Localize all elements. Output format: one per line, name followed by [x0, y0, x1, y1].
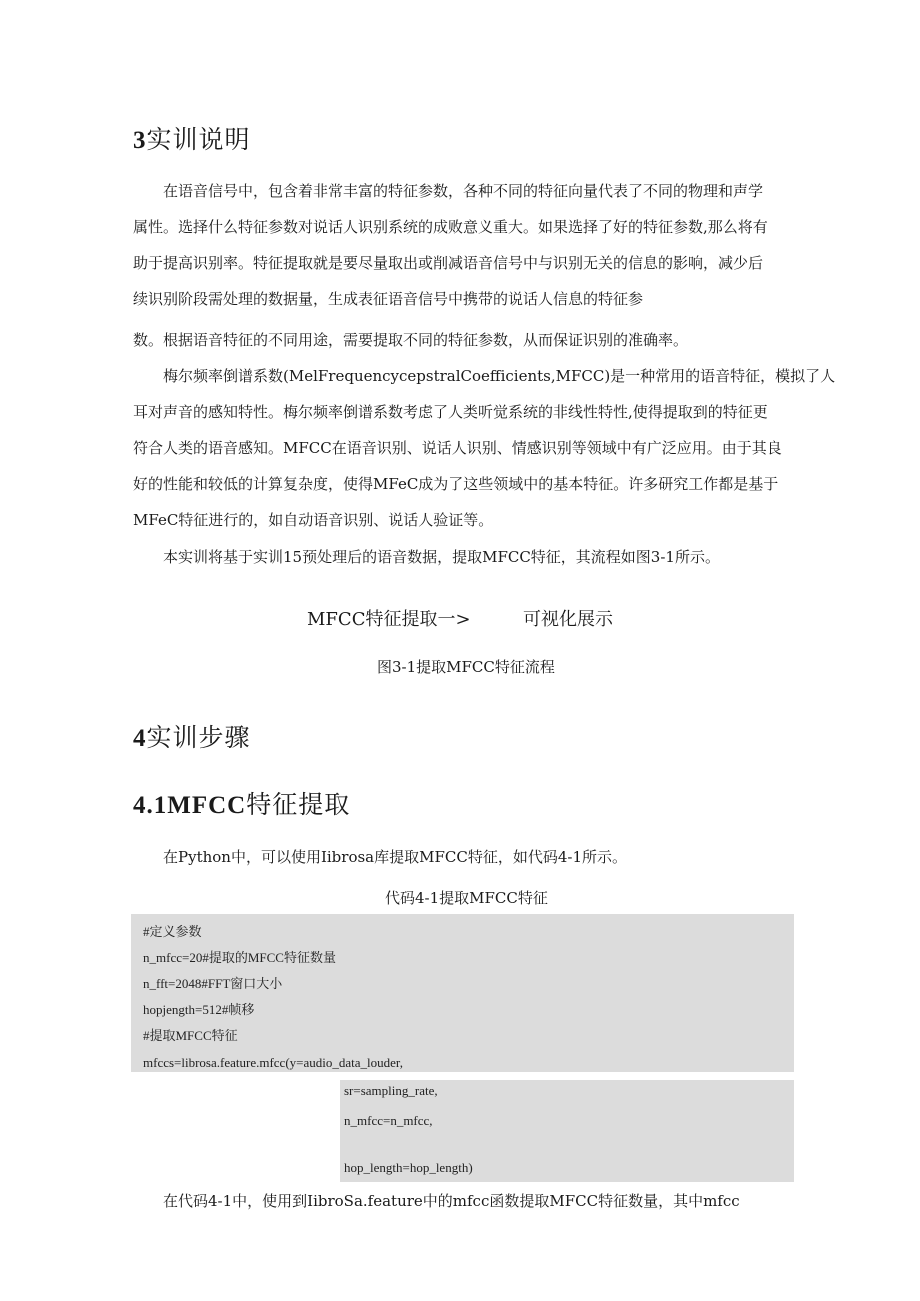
- code-caption: 代码4-1提取MFCC特征: [385, 889, 548, 907]
- code-cont-line-3: hop_length=hop_length): [344, 1160, 473, 1175]
- para1-line-3: 助于提高识别率。特征提取就是要尽量取出或削减语音信号中与识别无关的信息的影响，减少后: [133, 254, 764, 272]
- figure-caption: 图3-1提取MFCC特征流程: [377, 658, 555, 676]
- flow-step-visualization: 可视化展示: [523, 609, 613, 630]
- code-block: [131, 914, 794, 1072]
- code-line-1: #定义参数: [143, 924, 202, 939]
- section-4-1-intro: 在Python中，可以使用Iibrosa库提取MFCC特征，如代码4-1所示。: [163, 848, 627, 866]
- para3: 本实训将基于实训15预处理后的语音数据，提取MFCC特征，其流程如图3-1所示。: [163, 548, 720, 566]
- code-cont-line-1: sr=sampling_rate,: [344, 1083, 438, 1098]
- para1-line-4: 续识别阶段需处理的数据量，生成表征语音信号中携带的说话人信息的特征参: [133, 290, 644, 308]
- code-line-3: n_fft=2048#FFT窗口大小: [143, 976, 283, 991]
- code-line-6: mfccs=librosa.feature.mfcc(y=audio_data_louder,: [143, 1055, 403, 1070]
- code-line-4: hopjength=512#帧移: [143, 1002, 255, 1017]
- para2-line-5: MFeC特征进行的，如自动语音识别、说话人验证等。: [133, 511, 494, 529]
- para1-line-2: 属性。选择什么特征参数对说话人识别系统的成败意义重大。如果选择了好的特征参数,那么将有: [133, 218, 768, 236]
- code-cont-line-2: n_mfcc=n_mfcc,: [344, 1113, 433, 1128]
- para1-line-1: 在语音信号中，包含着非常丰富的特征参数，各种不同的特征向量代表了不同的物理和声学: [163, 182, 764, 200]
- code-line-2: n_mfcc=20#提取的MFCC特征数量: [143, 950, 336, 965]
- after-code-text: 在代码4-1中，使用到IibroSa.feature中的mfcc函数提取MFCC特征数量，其中mfcc: [163, 1192, 740, 1210]
- code-line-5: #提取MFCC特征: [143, 1028, 238, 1043]
- section-4-heading: 4实训步骤: [133, 723, 251, 752]
- para1-line-5: 数。根据语音特征的不同用途，需要提取不同的特征参数，从而保证识别的准确率。: [133, 331, 689, 349]
- para2-line-2: 耳对声音的感知特性。梅尔频率倒谱系数考虑了人类听觉系统的非线性特性,使得提取到的特征更: [133, 403, 768, 421]
- flow-step-mfcc-extraction: MFCC特征提取一>: [307, 609, 471, 630]
- section-4-1-heading: 4.1MFCC特征提取: [133, 790, 351, 819]
- section-3-heading: 3实训说明: [133, 125, 251, 154]
- para2-line-3: 符合人类的语音感知。MFCC在语音识别、说话人识别、情感识别等领域中有广泛应用。由于其良: [133, 439, 782, 457]
- para2-line-4: 好的性能和较低的计算复杂度，使得MFeC成为了这些领域中的基本特征。许多研究工作都是基于: [133, 475, 779, 493]
- para2-line-1: 梅尔频率倒谱系数(MelFrequencycepstralCoefficients,MFCC)是一种常用的语音特征，模拟了人: [163, 367, 836, 385]
